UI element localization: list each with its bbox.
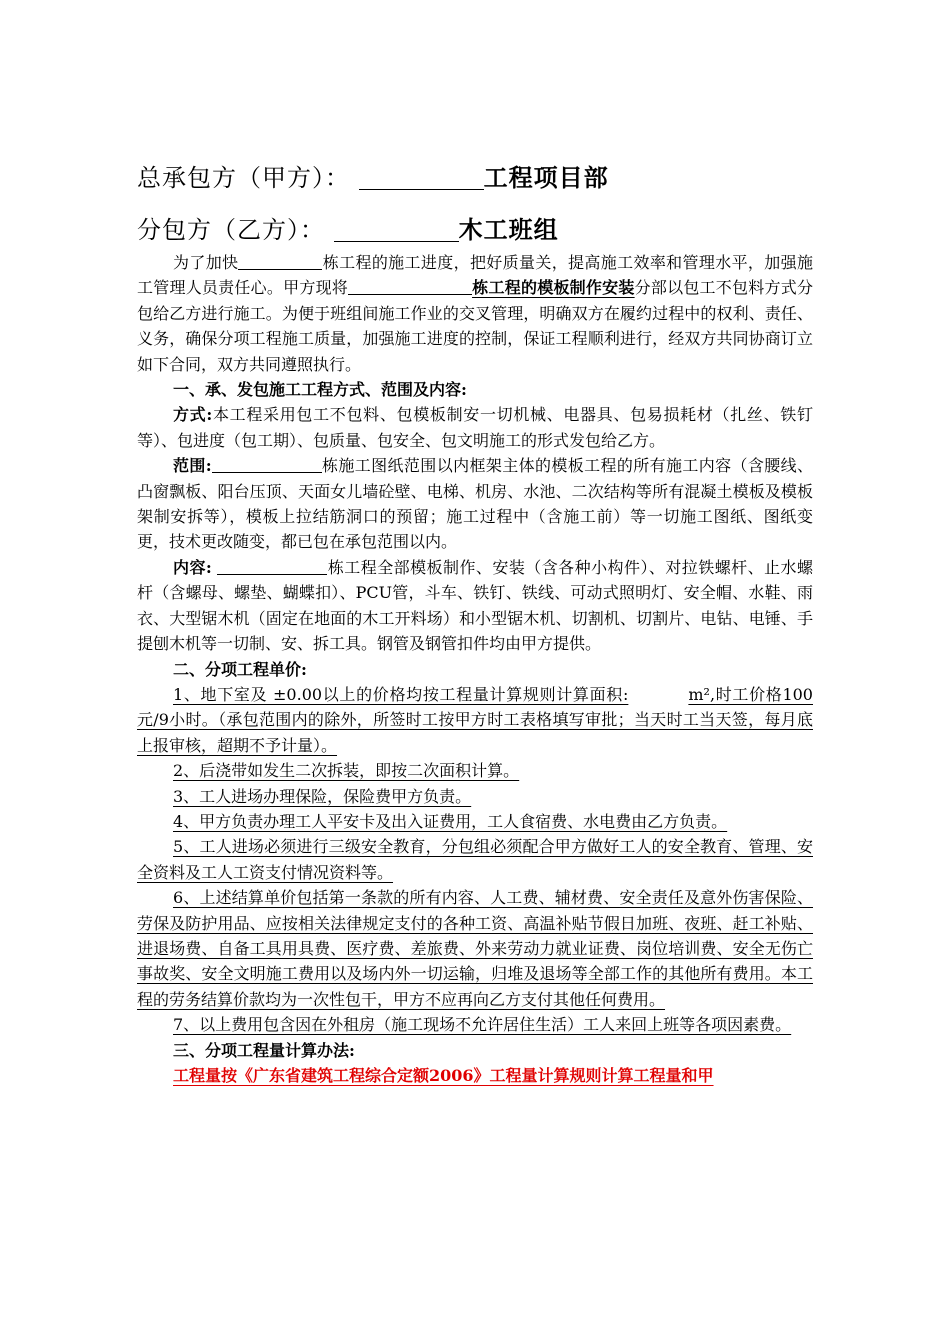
party-b-suffix: 木工班组 bbox=[458, 215, 559, 244]
content-label: 内容: bbox=[173, 557, 212, 577]
price-item-1-text: 1、地下室及 ±0.00以上的价格均按工程量计算规则计算面积: bbox=[173, 684, 629, 704]
intro-text-3: 分部以包工不包料方式分包给乙方进行施工。为便于班组间施工作业的交叉管理，明确双方在履约过程中的权利、责任、义务，确保分项工程施工质量，加强施工进度的控制，保证工程顺利进行，经双方共同协商订立如下合同，双方共同遵照执行。 bbox=[137, 278, 813, 374]
project-blank bbox=[238, 253, 322, 270]
section1-title: 一、承、发包施工工程方式、范围及内容: bbox=[173, 380, 467, 400]
party-a-line bbox=[137, 158, 609, 193]
price-item-7: 7、以上费用包含因在外租房（施工现场不允许居住生活）工人来回上班等各项因素费。 bbox=[173, 1015, 792, 1035]
content-text: 栋工程全部模板制作、安装（含各种小构件）、对拉铁螺杆、止水螺杆（含螺母、螺垫、蝴蝶扣）、PCU管，斗车、铁钉、铁线、可动式照明灯、安全帽、水鞋、雨衣、大型锯木机（固定在地面的木工开料场）和小型锯木机、切割机、切割片、电钻、电锤、手提刨木机等一切制、安、拆工具。钢管及钢管扣件均由甲方提供。 bbox=[137, 557, 813, 654]
intro-paragraph bbox=[137, 250, 813, 377]
price-item-1 bbox=[137, 682, 813, 758]
section3-title: 三、分项工程量计算办法: bbox=[173, 1040, 355, 1060]
price-item-3: 3、工人进场办理保险，保险费甲方负责。 bbox=[173, 786, 472, 806]
section2-title: 二、分项工程单价: bbox=[173, 659, 307, 679]
quantity-method bbox=[137, 1063, 813, 1088]
scope-blank bbox=[212, 456, 322, 473]
content-blank bbox=[217, 558, 327, 575]
mode-label: 方式: bbox=[173, 405, 213, 425]
scope-label: 范围: bbox=[173, 456, 212, 476]
party-b-label: 分包方（乙方）： bbox=[137, 216, 325, 244]
price-item-5: 5、工人进场必须进行三级安全教育，分包组必须配合甲方做好工人的安全教育、管理、安全资料及工人工资支付情况资料等。 bbox=[137, 837, 813, 882]
contract-body bbox=[137, 250, 813, 1088]
party-a-blank bbox=[359, 163, 484, 190]
mode-text: 本工程采用包工不包料、包模板制安一切机械、电器具、包易损耗材（扎丝、铁钉等）、包进度（包工期）、包质量、包安全、包文明施工的形式发包给乙方。 bbox=[137, 405, 813, 450]
price-item-2: 2、后浇带如发生二次拆装，即按二次面积计算。 bbox=[173, 761, 520, 781]
party-b-blank bbox=[334, 215, 459, 242]
scope-text: 栋施工图纸范围以内框架主体的模板工程的所有施工内容（含腰线、凸窗飘板、阳台压顶、天面女儿墙砼壁、电梯、机房、水池、二次结构等所有混凝土模板及模板架制安拆等），模板上拉结筋洞口的预留；施工过程中（含施工前）等一切施工图纸、图纸变更，技术更改随变，都已包在承包范围以内。 bbox=[137, 456, 813, 552]
party-b-line bbox=[137, 210, 559, 245]
mode-paragraph bbox=[137, 402, 813, 453]
price-item-4: 4、甲方负责办理工人平安卡及出入证费用，工人食宿费、水电费由乙方负责。 bbox=[173, 811, 728, 831]
scope-paragraph bbox=[137, 453, 813, 555]
intro-text-2: 栋工程的施工进度，把好质量关，提高施工效率和管理水平，加强施工管理人员责任心。甲方现将 bbox=[137, 253, 813, 298]
intro-bold-scope: 栋工程的模板制作安装 bbox=[472, 278, 635, 298]
building-blank bbox=[348, 278, 472, 295]
party-a-suffix: 工程项目部 bbox=[483, 163, 609, 192]
area-unit: m², bbox=[688, 684, 716, 704]
price-item-6: 6、上述结算单价包括第一条款的所有内容、人工费、辅材费、安全责任及意外伤害保险、劳保及防护用品、应按相关法律规定支付的各种工资、高温补贴节假日加班、夜班、赶工补贴、进退场费、自备工具用具费、医疗费、差旅费、外来劳动力就业证费、岗位培训费、安全无伤亡事故奖、安全文明施工费用以及场内外一切运输，归堆及退场等全部工作的其他所有费用。本工程的劳务结算价款均为一次性包干，甲方不应再向乙方支付其他任何费用。 bbox=[137, 888, 813, 1009]
content-paragraph bbox=[137, 555, 813, 657]
price-item-1-text-b: 时工价格100元/9小时。（承包范围内的除外，所签时工按甲方时工表格填写审批；当天时工当天签，每月底上报审核，超期不予计量）。 bbox=[137, 684, 813, 755]
quantity-method-text: 工程量按《广东省建筑工程综合定额2006》工程量计算规则计算工程量和甲 bbox=[173, 1066, 714, 1085]
party-a-label: 总承包方（甲方）： bbox=[137, 164, 350, 192]
intro-text-1: 为了加快 bbox=[173, 253, 239, 272]
